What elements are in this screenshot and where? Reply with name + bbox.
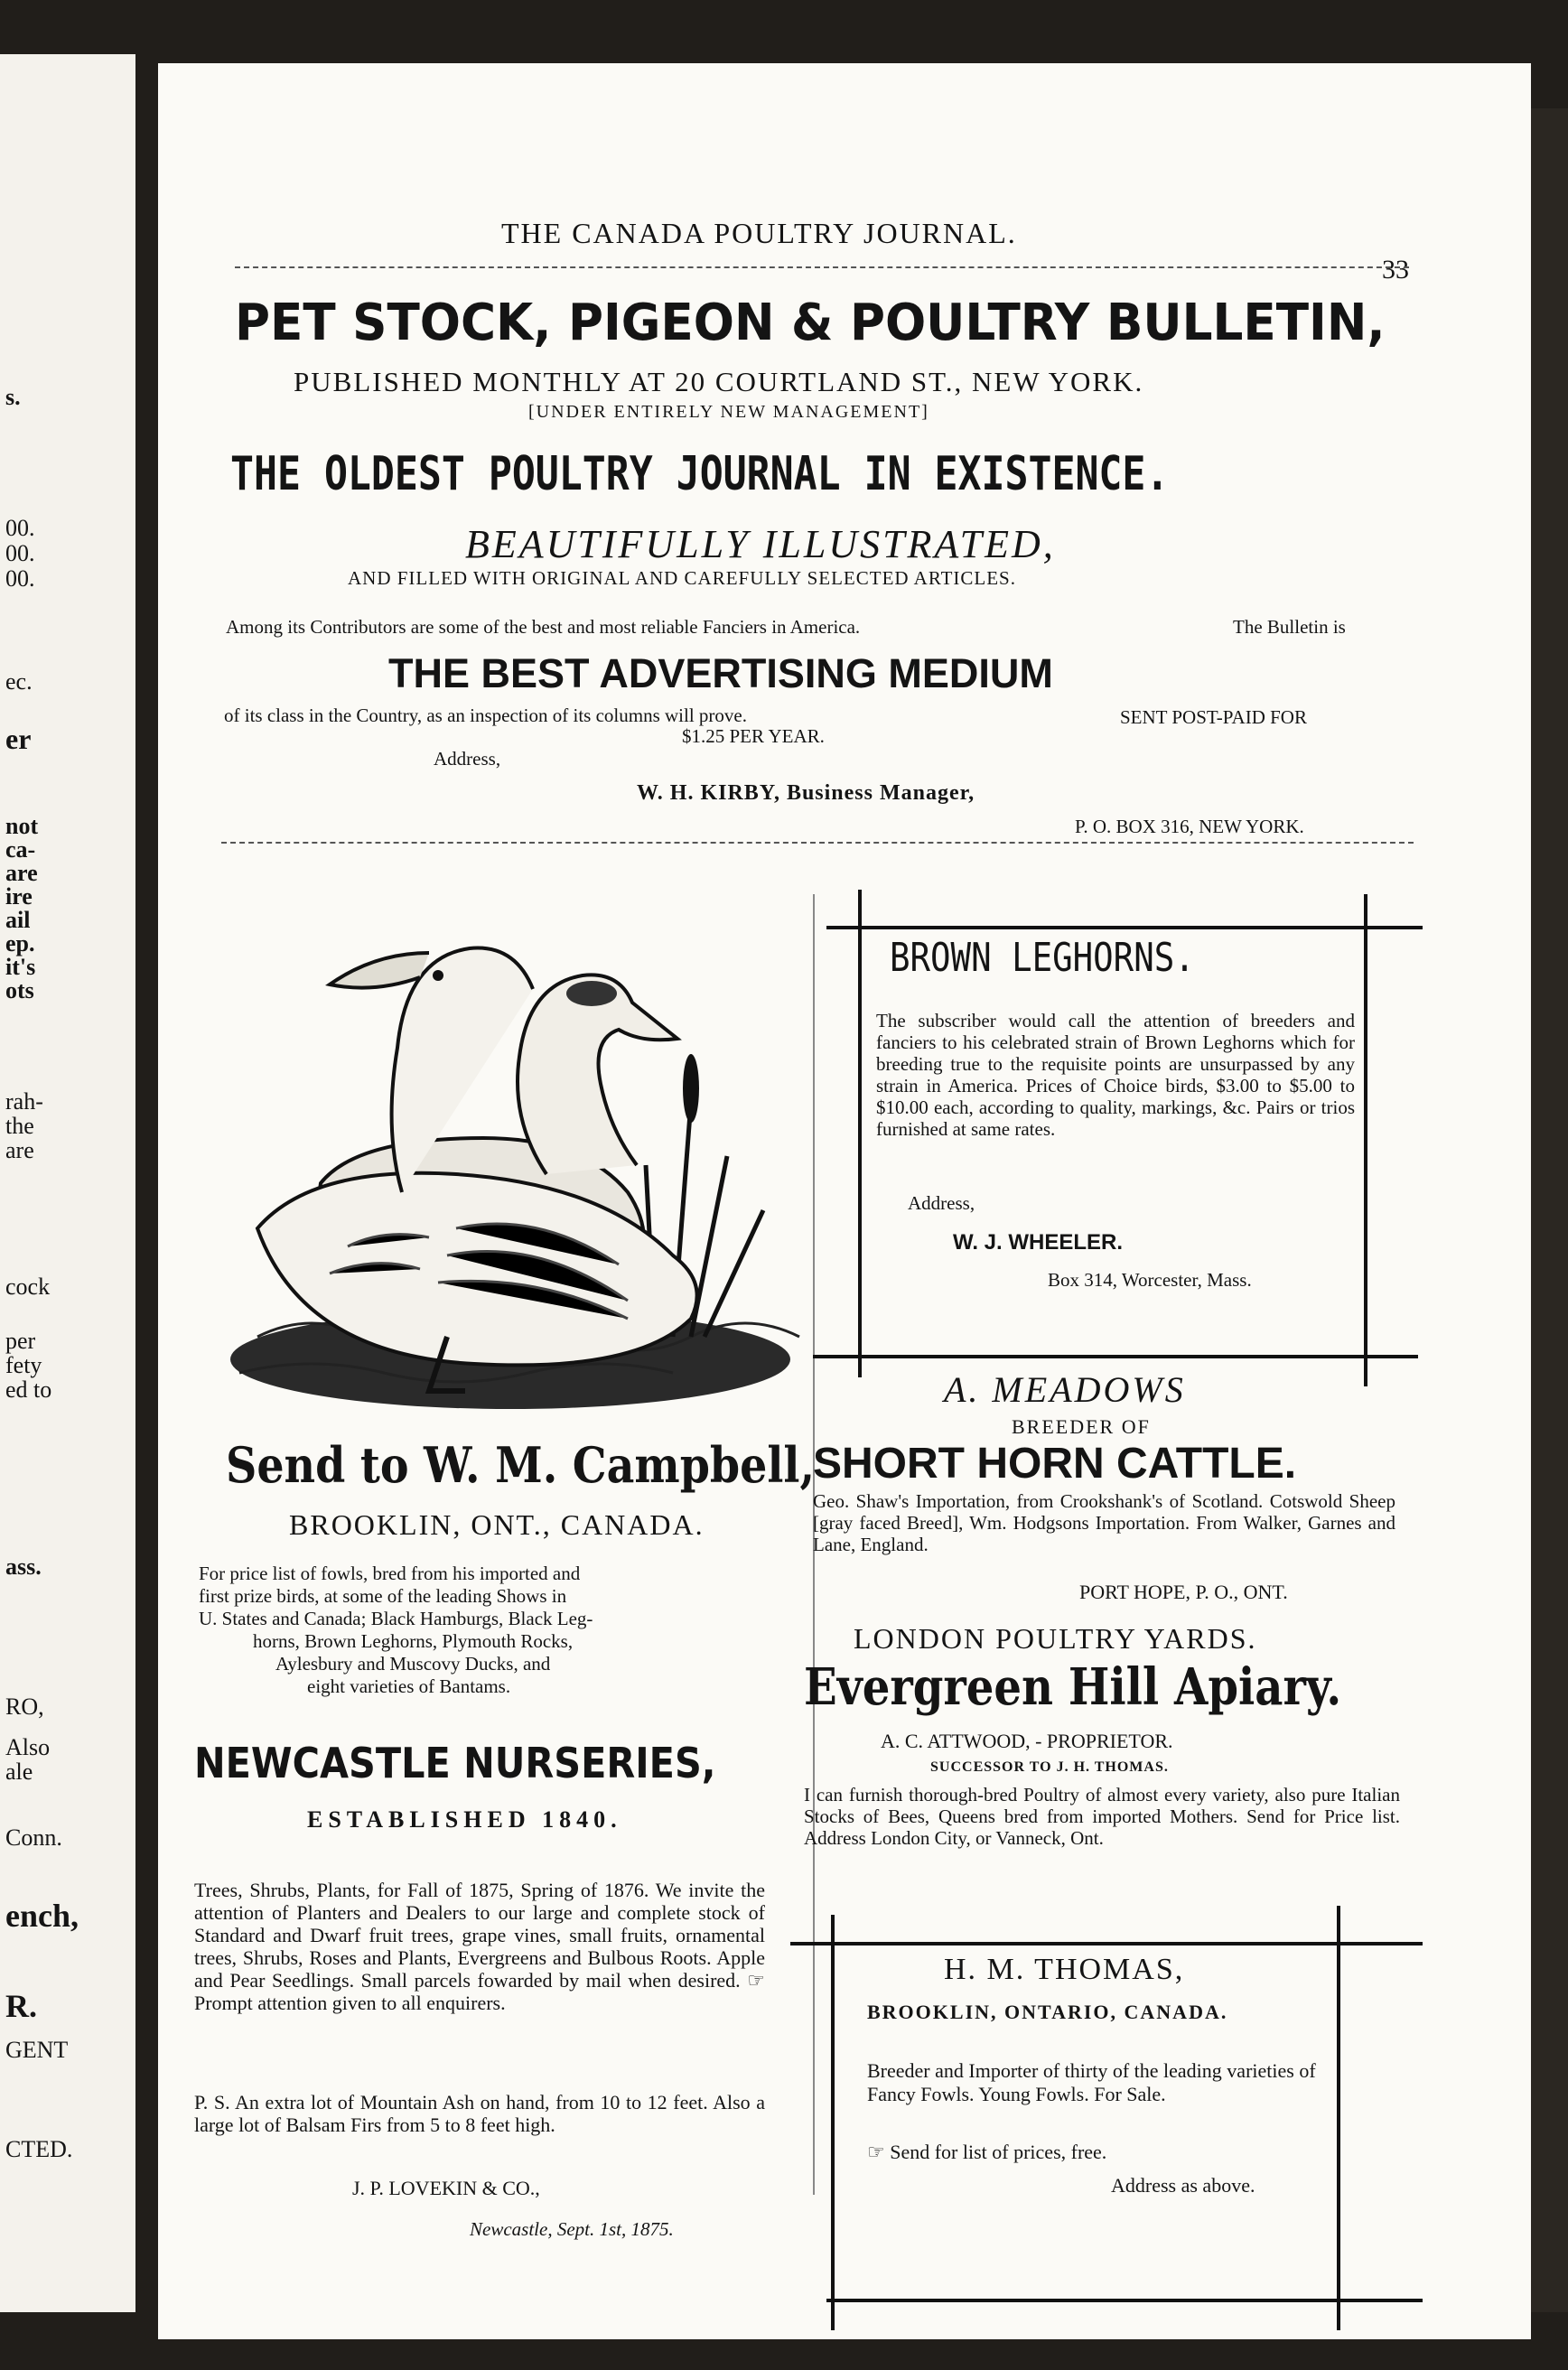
- campbell-line: horns, Brown Leghorns, Plymouth Rocks,: [253, 1630, 574, 1652]
- fragment-text: 00.: [5, 540, 35, 566]
- fragment-text: RO,: [5, 1694, 44, 1720]
- newcastle-dateline: Newcastle, Sept. 1st, 1875.: [470, 2218, 674, 2240]
- newcastle-ps: P. S. An extra lot of Mountain Ash on hand, from 10 to 12 feet. Also a large lot of Balsam Firs from 5 to 8 feet high.: [194, 2091, 765, 2136]
- meadows-breeder-of: BREEDER OF: [1012, 1415, 1151, 1438]
- london-headline: Evergreen Hill Apiary.: [804, 1657, 1342, 1717]
- leghorns-address-label: Address,: [908, 1192, 975, 1214]
- london-yards: LONDON POULTRY YARDS.: [854, 1622, 1257, 1655]
- bulletin-of-its-class: of its class in the Country, as an inspection of its columns will prove.: [224, 704, 747, 726]
- meadows-headline: SHORT HORN CATTLE.: [813, 1440, 1297, 1488]
- running-title: THE CANADA POULTRY JOURNAL.: [501, 217, 1017, 249]
- fragment-text: ed to: [5, 1376, 52, 1403]
- campbell-line: eight varieties of Bantams.: [307, 1675, 511, 1697]
- fragment-text: are: [5, 1137, 34, 1163]
- fragment-text: 00.: [5, 565, 35, 592]
- duck-engraving-illustration: [221, 867, 799, 1418]
- fragment-text: not: [5, 813, 39, 839]
- bulletin-management: [UNDER ENTIRELY NEW MANAGEMENT]: [528, 402, 929, 422]
- box-rule-right: [1337, 1906, 1340, 2330]
- meadows-body: Geo. Shaw's Importation, from Crookshank's of Scotland. Cotswold Sheep [gray faced Breed], Wm. Hodgsons Importation. From Walker, Garnes and Lane, England.: [813, 1490, 1395, 1555]
- box-rule-bottom: [813, 1355, 1418, 1358]
- campbell-line: Aylesbury and Muscovy Ducks, and: [275, 1653, 551, 1675]
- box-rule-top: [826, 926, 1423, 929]
- bulletin-sent-post-paid: SENT POST-PAID FOR: [1120, 706, 1307, 728]
- campbell-headline: Send to W. M. Campbell,: [226, 1436, 816, 1494]
- bulletin-oldest: THE OLDEST POULTRY JOURNAL IN EXISTENCE.: [230, 447, 1170, 501]
- leghorns-box: Box 314, Worcester, Mass.: [1048, 1269, 1252, 1291]
- page-number: 33: [1382, 255, 1409, 285]
- meadows-name: A. MEADOWS: [944, 1369, 1186, 1410]
- leghorns-headline: BROWN LEGHORNS.: [890, 935, 1195, 981]
- fragment-text: are: [5, 860, 38, 886]
- campbell-line: U. States and Canada; Black Hamburgs, Black Leg-: [199, 1608, 593, 1629]
- fragment-text: the: [5, 1113, 34, 1139]
- meadows-address: PORT HOPE, P. O., ONT.: [1079, 1581, 1288, 1603]
- fragment-text: fety: [5, 1352, 42, 1378]
- fragment-text: R.: [5, 1988, 37, 2024]
- bulletin-filled: AND FILLED WITH ORIGINAL AND CAREFULLY SELECTED ARTICLES.: [348, 567, 1016, 589]
- box-rule-left: [831, 1915, 835, 2330]
- fragment-text: ec.: [5, 668, 33, 695]
- fragment-text: it's: [5, 954, 36, 980]
- fragment-text: per: [5, 1328, 36, 1354]
- campbell-location: BROOKLIN, ONT., CANADA.: [289, 1508, 705, 1541]
- fragment-text: ail: [5, 907, 31, 933]
- campbell-line: For price list of fowls, bred from his imported and: [199, 1563, 581, 1584]
- box-rule-left: [858, 890, 862, 1377]
- thomas-location: BROOKLIN, ONTARIO, CANADA.: [867, 2001, 1228, 2023]
- newcastle-established: ESTABLISHED 1840.: [307, 1806, 622, 1833]
- newcastle-body: Trees, Shrubs, Plants, for Fall of 1875, Spring of 1876. We invite the attention of Planters and Dealers to our large and complete stock of Standard and Dwarf fruit trees, grape vines, small fruits, ornamental trees, Shrubs, Roses and Plants, Evergreens and Bulbous Roots. Apple and Pear Seedlings. Small parcels fowarded by mail when desired. ☞ Prompt attention given to all enquirers.: [194, 1879, 765, 2014]
- fragment-text: s.: [5, 384, 21, 410]
- bulletin-manager: W. H. KIRBY, Business Manager,: [637, 781, 975, 805]
- fragment-text: rah-: [5, 1088, 43, 1115]
- bulletin-is: The Bulletin is: [1233, 616, 1346, 638]
- fragment-text: GENT: [5, 2037, 69, 2063]
- left-page-fragment: [0, 54, 135, 2312]
- box-rule-bottom: [826, 2299, 1423, 2302]
- campbell-line: first prize birds, at some of the leading Shows in: [199, 1585, 567, 1607]
- leghorns-name: W. J. WHEELER.: [953, 1230, 1124, 1255]
- fragment-text: 00.: [5, 515, 35, 541]
- fragment-text: ire: [5, 883, 33, 910]
- section-rule: [221, 842, 1414, 844]
- header-rule: [235, 266, 1409, 268]
- fragment-text: Conn.: [5, 1824, 62, 1851]
- newcastle-firm: J. P. LOVEKIN & CO.,: [352, 2177, 540, 2199]
- box-rule-top: [790, 1942, 1423, 1945]
- london-successor: SUCCESSOR TO J. H. THOMAS.: [930, 1759, 1169, 1775]
- bulletin-illustrated: BEAUTIFULLY ILLUSTRATED,: [465, 522, 1056, 566]
- bulletin-contributors: Among its Contributors are some of the best and most reliable Fanciers in America.: [226, 616, 861, 638]
- thomas-send: ☞ Send for list of prices, free.: [867, 2141, 1107, 2163]
- thomas-body: Breeder and Importer of thirty of the leading varieties of Fancy Fowls. Young Fowls. For Sale.: [867, 2059, 1316, 2105]
- thomas-address: Address as above.: [1111, 2174, 1255, 2197]
- bulletin-title: PET STOCK, PIGEON & POULTRY BULLETIN,: [235, 294, 1386, 352]
- fragment-text: cock: [5, 1274, 51, 1300]
- bulletin-published: PUBLISHED MONTHLY AT 20 COURTLAND ST., NEW YORK.: [294, 366, 1144, 397]
- london-proprietor: A. C. ATTWOOD, - PROPRIETOR.: [881, 1730, 1173, 1752]
- fragment-text: Also: [5, 1734, 51, 1760]
- fragment-text: ench,: [5, 1898, 79, 1934]
- fragment-text: er: [5, 723, 32, 755]
- london-body: I can furnish thorough-bred Poultry of almost every variety, also pure Italian Stocks of Bees, Queens bred from imported Mothers. Send for Price list. Address London City, or Vanneck, Ont.: [804, 1784, 1400, 1849]
- thomas-name: H. M. THOMAS,: [944, 1953, 1185, 1986]
- journal-page: [158, 63, 1531, 2339]
- bulletin-price: $1.25 PER YEAR.: [682, 725, 825, 747]
- fragment-text: ass.: [5, 1554, 42, 1580]
- fragment-text: ots: [5, 977, 34, 1003]
- bulletin-address-label: Address,: [434, 748, 501, 770]
- bulletin-best-medium: THE BEST ADVERTISING MEDIUM: [388, 650, 1053, 696]
- fragment-text: ca-: [5, 836, 36, 863]
- bulletin-po-box: P. O. BOX 316, NEW YORK.: [1075, 816, 1304, 837]
- leghorns-body: The subscriber would call the attention of breeders and fanciers to his celebrated strain of Brown Leghorns which for breeding true to the requisite points are unsurpassed by any strain in America. Prices of Choice birds, $3.00 to $5.00 to $10.00 each, according to quality, markings, &c. Pairs or trios furnished at same rates.: [876, 1010, 1355, 1140]
- box-rule-right: [1364, 894, 1367, 1386]
- newcastle-headline: NEWCASTLE NURSERIES,: [194, 1739, 716, 1787]
- fragment-text: ale: [5, 1759, 33, 1785]
- fragment-text: CTED.: [5, 2136, 73, 2162]
- fragment-text: ep.: [5, 930, 35, 956]
